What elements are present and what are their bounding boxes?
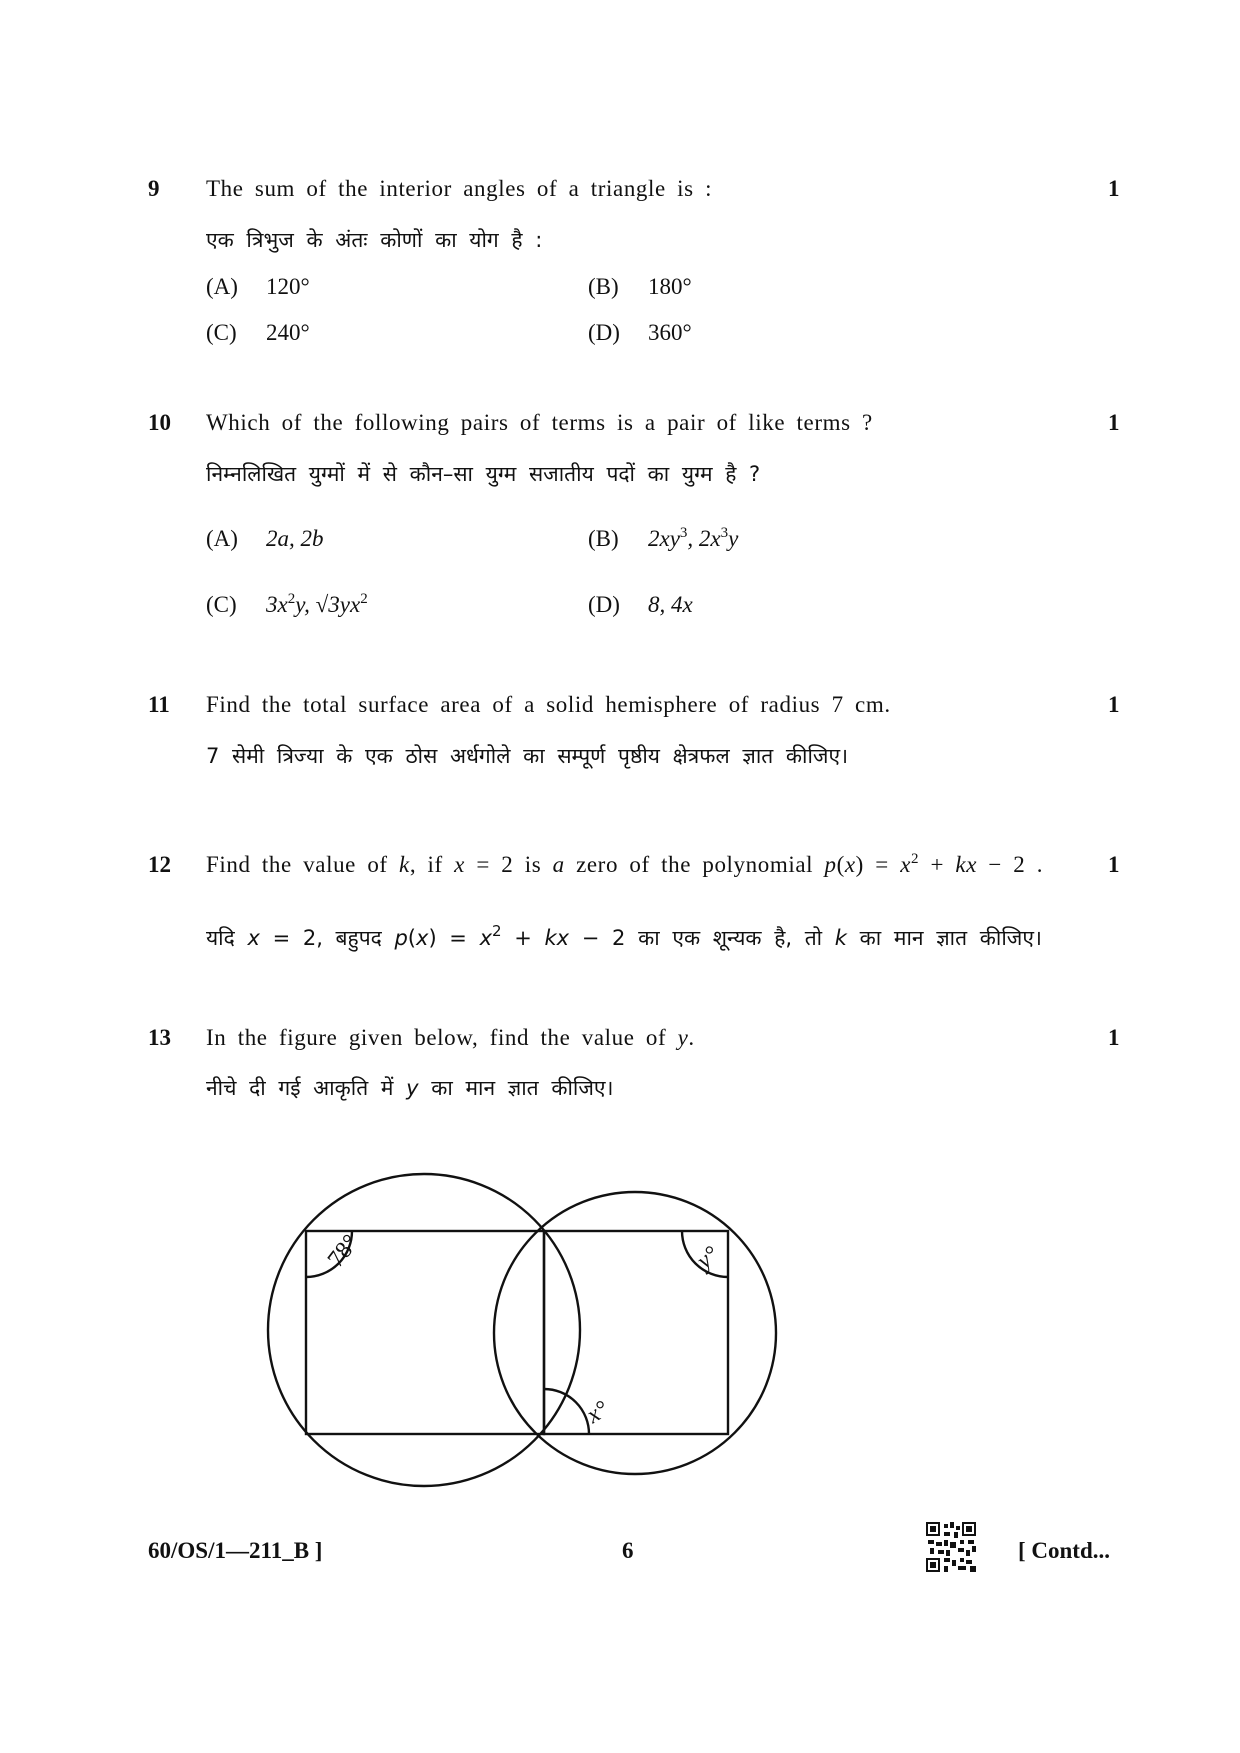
question-10-option-d: (D) 8, 4x (588, 592, 693, 617)
question-9-option-a: (A) 120° (206, 274, 310, 299)
angle-label-x: x° (582, 1396, 614, 1429)
question-12-marks: 1 (1108, 852, 1120, 877)
question-10-number: 10 (148, 410, 171, 435)
qr-code-icon (926, 1522, 976, 1572)
right-circle (494, 1192, 776, 1474)
question-9-option-c: (C) 240° (206, 320, 310, 345)
question-11-text-hi: 7 सेमी त्रिज्या के एक ठोस अर्धगोले का सम्पूर्ण पृष्ठीय क्षेत्रफल ज्ञात कीजिए। (206, 744, 849, 768)
question-12-text-hi: यदि x = 2, बहुपद $p(x) = x^2$ + kx − 2 का एक शून्यक है, तो k का मान ज्ञात कीजिए। (206, 922, 1042, 950)
left-circle (268, 1174, 580, 1486)
option-a-math: 2a, 2b (266, 526, 324, 551)
question-11-text-en: Find the total surface area of a solid hemisphere of radius 7 cm. (206, 692, 891, 717)
question-11-number: 11 (148, 692, 170, 717)
question-9-option-b: (B) 180° (588, 274, 692, 299)
option-d-math: 8, 4x (648, 592, 693, 617)
angle-arc-x (544, 1389, 589, 1434)
question-13-marks: 1 (1108, 1025, 1120, 1050)
question-11-marks: 1 (1108, 692, 1120, 717)
question-13-text-en: In the figure given below, find the value of y. (206, 1025, 695, 1050)
question-10-option-b: (B) $2xy^3$, $2x^3y$ (588, 525, 739, 551)
question-10-option-c: (C) $3x^2y$, $√3yx^2$ (206, 591, 368, 617)
footer-contd: [ Contd... (1018, 1538, 1111, 1563)
question-9-text-hi: एक त्रिभुज के अंतः कोणों का योग है : (206, 228, 543, 252)
question-12-number: 12 (148, 852, 171, 877)
footer-paper-code: 60/OS/1—211_B ] (148, 1538, 323, 1563)
angle-label-y: y° (691, 1241, 725, 1275)
question-9-option-d: (D) 360° (588, 320, 692, 345)
question-13-text-hi: नीचे दी गई आकृति में y का मान ज्ञात कीजिए। (206, 1076, 614, 1100)
question-10-marks: 1 (1108, 410, 1120, 435)
angle-label-78: 78° (322, 1229, 365, 1273)
question-9-text-en: The sum of the interior angles of a triangle is : (206, 176, 713, 201)
question-9-marks: 1 (1108, 176, 1120, 201)
question-10-text-hi: निम्नलिखित युग्मों में से कौन–सा युग्म सजातीय पदों का युग्म है ? (206, 462, 761, 486)
question-13-number: 13 (148, 1025, 171, 1050)
option-c-math: $3x^2y$, $√3yx^2$ (266, 591, 368, 617)
footer-page-number: 6 (622, 1538, 634, 1563)
question-12-text-en: Find the value of k, if x = 2 is a zero of the polynomial $p(x) = x^2$ + kx − 2 . (206, 851, 1044, 877)
question-10-text-en: Which of the following pairs of terms is a pair of like terms ? (206, 410, 873, 435)
question-10-option-a: (A) 2a, 2b (206, 526, 324, 551)
question-13-figure (258, 1100, 798, 1500)
option-b-math: $2xy^3$, $2x^3y$ (648, 525, 739, 551)
question-9-number: 9 (148, 176, 160, 201)
